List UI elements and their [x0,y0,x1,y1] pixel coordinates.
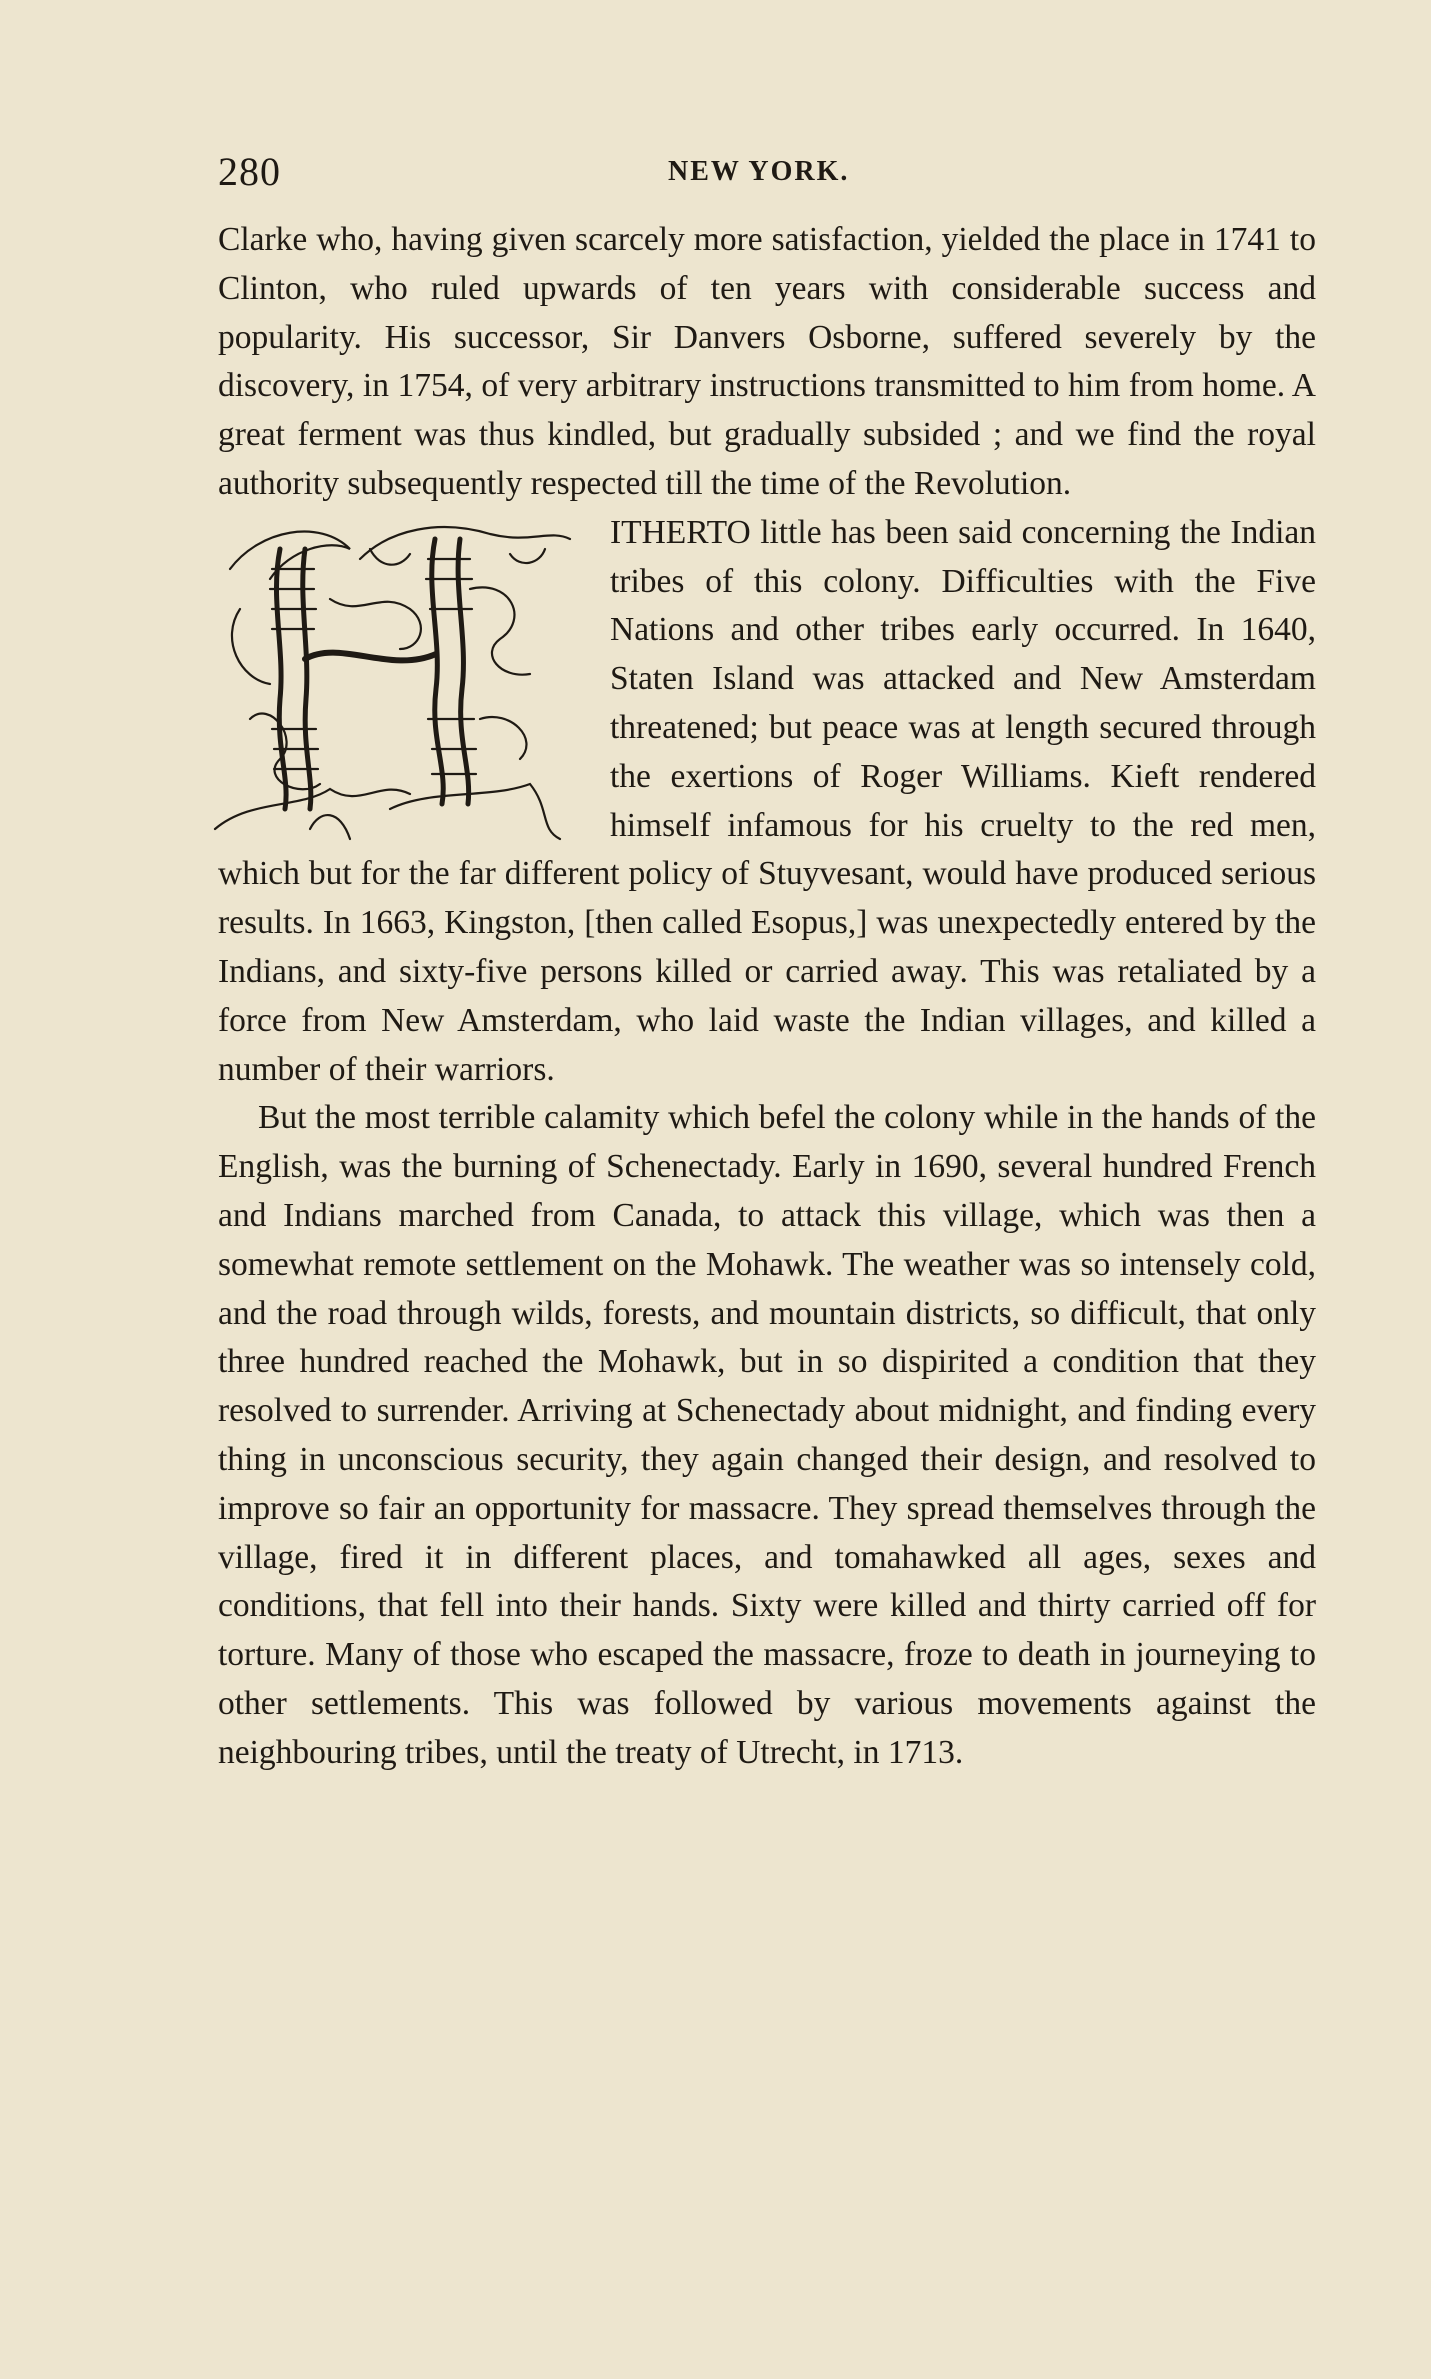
body-text [218,216,1316,1778]
paragraph-2: ITHERTO little has been said concerning the Indian tribes of this colony. Difficulties with the Five Nations and other tribes early occurred. In 1640, Staten Island was attacked and New Amsterdam threatened; but peace was at length secured through the exertions of Roger Williams. Kieft rendered himself infamous for his cruelty to the red men, which but for the far different policy of Stuyvesant, would have produced serious results. In 1663, Kingston, [then called Esopus,] was unexpectedly entered by the Indians, and sixty-five persons killed or carried away. This was retaliated by a force from New Amsterdam, who laid waste the Indian villages, and killed a number of their warriors. [218,513,1316,1088]
ornamental-letter-h-icon [210,509,590,849]
paragraph-3: But the most terrible calamity which befel the colony while in the hands of the English, was the burning of Schenectady. Early in 1690, several hundred French and Indians marched from Canada, to attack this village, which was then a somewhat remote settlement on the Mohawk. The weather was so intensely cold, and the road through wilds, forests, and mountain districts, so difficult, that only three hundred reached the Mohawk, but in so dispirited a condition that they resolved to surrender. Arriving at Schenectady about midnight, and finding every thing in unconscious security, they again changed their design, and resolved to improve so fair an opportunity for massacre. They spread themselves through the village, fired it in different places, and tomahawked all ages, sexes and conditions, that fell into their hands. Sixty were killed and thirty carried off for torture. Many of those who escaped the massacre, froze to death in journeying to other settlements. This was followed by various movements against the neighbouring tribes, until the treaty of Utrecht, in 1713. [218,1099,1316,1771]
paragraph-1: Clarke who, having given scarcely more satisfaction, yielded the place in 1741 to Clinton, who ruled upwards of ten years with considerable success and popularity. His successor, Sir Danvers Osborne, suffered severely by the discovery, in 1754, of very arbitrary instructions transmitted to him from home. A great ferment was thus kindled, but gradually subsided ; and we find the royal authority subsequently respected till the time of the Revolution. [218,221,1316,502]
page-header [218,148,1318,198]
page-number: 280 [218,149,281,194]
running-head: NEW YORK. [668,156,850,187]
ornamental-dropcap [210,509,590,849]
